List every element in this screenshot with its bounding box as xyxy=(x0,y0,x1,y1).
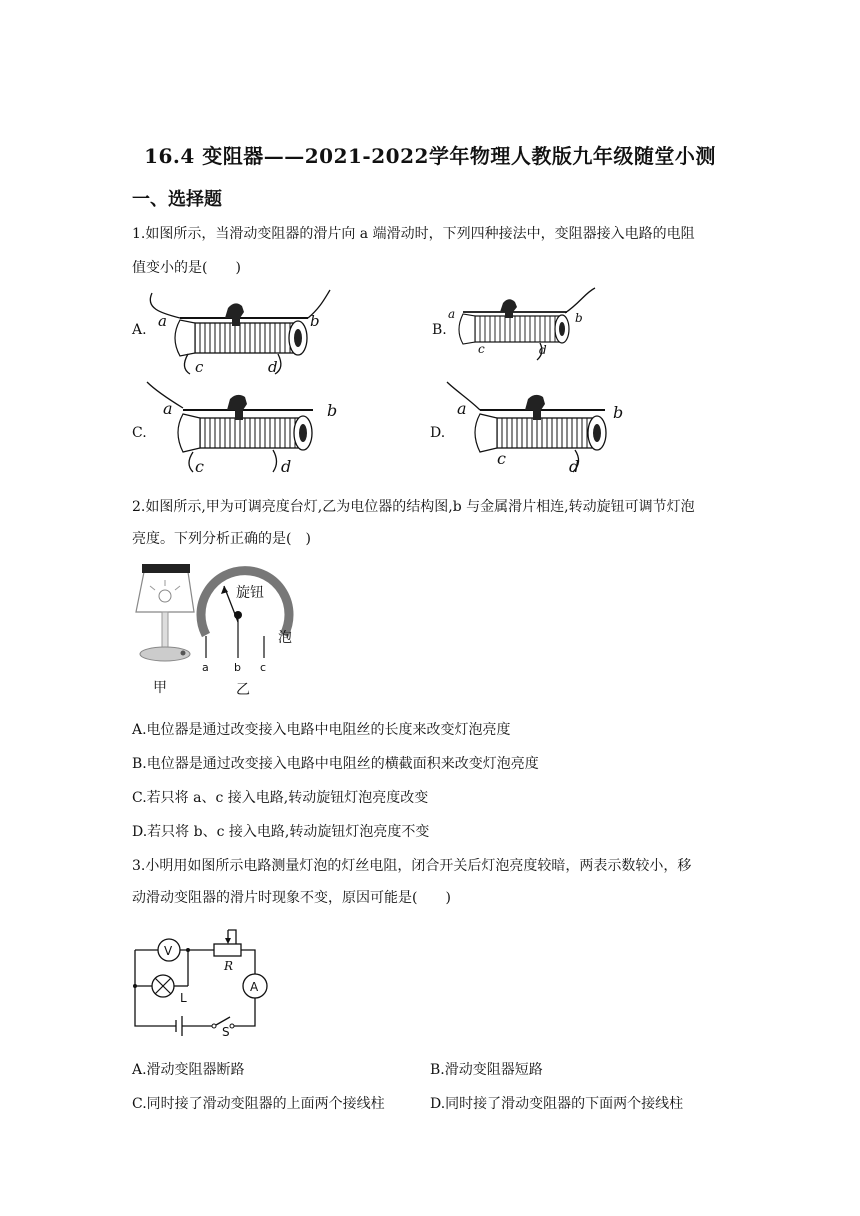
q2-option-d[interactable]: D.若只将 b、c 接入电路,转动旋钮灯泡亮度不变 xyxy=(132,824,430,840)
jia-label: 甲 xyxy=(153,680,167,696)
svg-text:c: c xyxy=(195,457,204,476)
q1-stem-line1: 1.如图所示，当滑动变阻器的滑片向 a 端滑动时，下列四种接法中，变阻器接入电路的电阻 xyxy=(132,226,695,242)
q3-stem-line2: 动滑动变阻器的滑片时现象不变，原因可能是( ) xyxy=(132,890,451,906)
q3-option-a[interactable]: A.滑动变阻器断路 xyxy=(132,1062,245,1078)
svg-text:b: b xyxy=(234,661,241,674)
q2-option-a[interactable]: A.电位器是通过改变接入电路中电阻丝的长度来改变灯泡亮度 xyxy=(132,722,511,738)
q2-option-b[interactable]: B.电位器是通过改变接入电路中电阻丝的横截面积来改变灯泡亮度 xyxy=(132,756,539,772)
q2-option-c[interactable]: C.若只将 a、c 接入电路,转动旋钮灯泡亮度改变 xyxy=(132,790,429,806)
svg-text:c: c xyxy=(497,449,506,468)
q3-circuit-diagram xyxy=(128,920,278,1039)
svg-text:V: V xyxy=(164,944,173,958)
knob-label: 旋钮 xyxy=(236,585,264,601)
svg-text:R: R xyxy=(224,959,234,973)
q1-option-c-rheostat-diagram[interactable] xyxy=(145,380,345,475)
q1-option-a-rheostat-diagram[interactable] xyxy=(140,288,340,378)
svg-text:d: d xyxy=(539,343,547,357)
q2-stem-line1: 2.如图所示,甲为可调亮度台灯,乙为电位器的结构图,b 与金属滑片相连,转动旋钮可调节灯泡 xyxy=(132,499,695,515)
q2-stem-line2: 亮度。下列分析正确的是( ) xyxy=(132,531,311,547)
svg-text:b: b xyxy=(575,311,583,325)
svg-text:A: A xyxy=(250,980,259,994)
yi-label: 乙 xyxy=(236,682,250,698)
document-title: 16.4 变阻器——2021-2022学年物理人教版九年级随堂小测 xyxy=(144,144,716,168)
svg-text:b: b xyxy=(327,401,338,420)
q1-option-d-rheostat-diagram[interactable] xyxy=(445,380,635,475)
q1-option-c-label[interactable]: C. xyxy=(132,425,147,441)
q1-stem-line2: 值变小的是( ) xyxy=(132,260,241,276)
q3-option-c[interactable]: C.同时接了滑动变阻器的上面两个接线柱 xyxy=(132,1096,385,1112)
svg-text:c: c xyxy=(478,342,485,356)
svg-text:a: a xyxy=(158,312,167,330)
q3-option-b[interactable]: B.滑动变阻器短路 xyxy=(430,1062,543,1078)
svg-text:b: b xyxy=(310,312,320,330)
q2-lamp-potentiometer-figure xyxy=(128,560,308,700)
section-heading: 一、选择题 xyxy=(132,189,222,210)
svg-text:S: S xyxy=(222,1025,230,1039)
svg-text:d: d xyxy=(268,358,278,376)
svg-text:b: b xyxy=(613,403,624,422)
svg-text:a: a xyxy=(457,399,467,418)
svg-text:a: a xyxy=(448,307,456,321)
q1-option-b-rheostat-diagram[interactable] xyxy=(445,288,605,368)
q1-option-d-label[interactable]: D. xyxy=(430,425,446,441)
svg-text:c: c xyxy=(195,358,204,376)
svg-text:L: L xyxy=(180,991,187,1005)
svg-text:d: d xyxy=(569,457,580,476)
bulb-label: 泡 xyxy=(278,630,292,646)
svg-text:c: c xyxy=(260,661,267,674)
svg-text:a: a xyxy=(202,661,209,674)
q3-stem-line1: 3.小明用如图所示电路测量灯泡的灯丝电阻，闭合开关后灯泡亮度较暗，两表示数较小，移 xyxy=(132,858,692,874)
q1-option-a-label[interactable]: A. xyxy=(132,322,147,338)
svg-text:d: d xyxy=(281,457,292,476)
q3-option-d[interactable]: D.同时接了滑动变阻器的下面两个接线柱 xyxy=(430,1096,684,1112)
q1-option-b-label[interactable]: B. xyxy=(432,322,447,338)
svg-text:a: a xyxy=(163,399,173,418)
